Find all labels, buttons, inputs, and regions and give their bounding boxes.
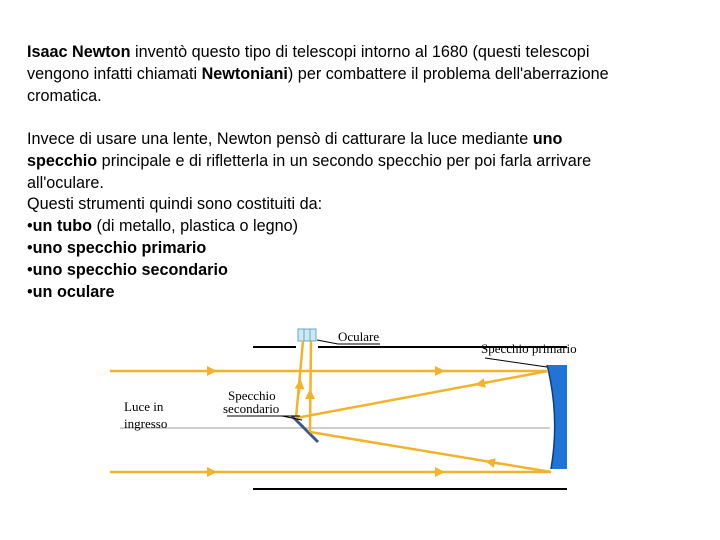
list-item [27, 216, 707, 238]
reflected-ray [310, 432, 551, 472]
text-span: vengono infatti chiamati [27, 64, 202, 83]
bullet: • [27, 260, 33, 279]
text-span: cromatica. [27, 86, 102, 105]
arrow-up [299, 384, 300, 394]
label-secondario: secondario [223, 401, 280, 416]
label-specchio-primario: Specchio primario [481, 341, 577, 356]
bold-text: uno [532, 130, 563, 148]
text-span: all'oculare. [27, 173, 104, 192]
intro-line-3 [27, 86, 707, 108]
intro-line-1 [27, 42, 707, 64]
text-span: principale e di rifletterla in un secondo specchio per poi farla arrivare [97, 151, 592, 170]
list-item [27, 282, 707, 304]
text-span: Invece di usare una lente, Newton pensò di catturare la luce mediante [27, 130, 533, 148]
bullet: • [27, 238, 33, 257]
bold-text: un oculare [32, 282, 115, 301]
bullet: • [27, 217, 33, 236]
bold-text: un tubo [32, 217, 92, 236]
secondary-mirror [292, 416, 318, 442]
bold-text: uno specchio primario [32, 238, 207, 257]
eyepiece-ray [310, 341, 311, 432]
body-line-4 [27, 194, 707, 216]
eyepiece [298, 329, 316, 341]
leader-primario [485, 358, 547, 367]
label-specchio: Specchio [228, 388, 276, 403]
text-span: Questi strumenti quindi sono costituiti da: [27, 195, 323, 214]
label-ingresso: ingresso [124, 416, 168, 431]
bold-text: Isaac Newton [27, 43, 131, 61]
newtonian-telescope-diagram [110, 318, 605, 503]
body-line-1 [27, 129, 707, 151]
body-paragraph [27, 129, 707, 303]
reflected-ray [296, 371, 548, 418]
text-span: ) per combattere il problema dell'aberrazione [287, 64, 609, 83]
bold-text: Newtoniani [201, 64, 288, 83]
eyepiece-ray [296, 341, 303, 418]
bold-text: specchio [27, 151, 98, 170]
list-item [27, 260, 707, 282]
label-oculare: Oculare [338, 329, 380, 344]
leader-oculare [317, 340, 338, 344]
label-luce-in: Luce in [124, 399, 164, 414]
body-line-3 [27, 173, 707, 195]
text-span: (di metallo, plastica o legno) [92, 217, 299, 236]
intro-paragraph [27, 42, 707, 107]
bold-text: uno specchio secondario [32, 260, 228, 279]
body-line-2 [27, 151, 707, 173]
intro-line-2 [27, 64, 707, 86]
list-item [27, 238, 707, 260]
bullet: • [27, 282, 33, 301]
text-span: inventò questo tipo di telescopi intorno al 1680 (questi telescopi [130, 43, 590, 61]
